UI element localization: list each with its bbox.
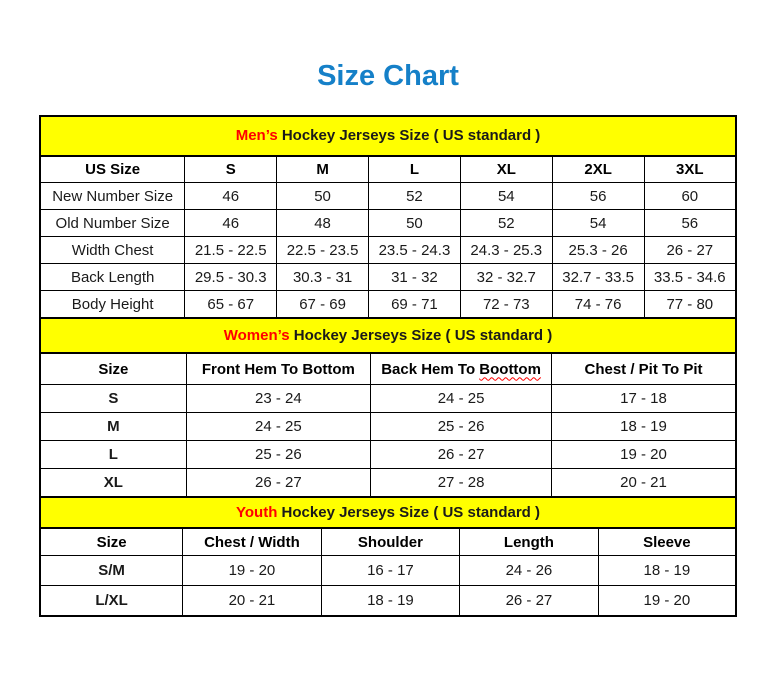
mens-cell-value: 50 bbox=[369, 210, 461, 237]
youth-header-row bbox=[40, 528, 736, 556]
mens-cell-value: 31 - 32 bbox=[369, 264, 461, 291]
youth-table-row bbox=[40, 586, 736, 616]
youth-cell-value: 24 - 26 bbox=[460, 556, 599, 586]
womens-size-table bbox=[39, 317, 737, 498]
youth-cell-value: 16 - 17 bbox=[321, 556, 460, 586]
youth-column-header: Length bbox=[460, 528, 599, 556]
youth-cell-value: 19 - 20 bbox=[598, 586, 736, 616]
mens-table-row bbox=[40, 291, 736, 318]
youth-banner bbox=[40, 497, 736, 528]
mens-cell-value: 32.7 - 33.5 bbox=[552, 264, 644, 291]
womens-row-label: M bbox=[40, 413, 186, 441]
youth-column-header: Chest / Width bbox=[183, 528, 322, 556]
mens-column-header: XL bbox=[460, 156, 552, 183]
mens-row-label: Width Chest bbox=[40, 237, 185, 264]
mens-row-label: Back Length bbox=[40, 264, 185, 291]
womens-banner-row bbox=[40, 318, 736, 353]
size-tables-container bbox=[39, 115, 737, 617]
youth-cell-value: 19 - 20 bbox=[183, 556, 322, 586]
womens-cell-value: 19 - 20 bbox=[552, 441, 736, 469]
womens-banner-rest: Hockey Jerseys Size ( US standard ) bbox=[289, 326, 553, 344]
mens-column-header: M bbox=[277, 156, 369, 183]
womens-column-header-prefix: Back Hem To bbox=[381, 360, 480, 378]
mens-column-header: L bbox=[369, 156, 461, 183]
youth-column-header: Shoulder bbox=[321, 528, 460, 556]
mens-cell-value: 46 bbox=[185, 210, 277, 237]
mens-cell-value: 56 bbox=[552, 183, 644, 210]
mens-cell-value: 26 - 27 bbox=[644, 237, 736, 264]
youth-table-row bbox=[40, 556, 736, 586]
womens-cell-value: 24 - 25 bbox=[186, 413, 370, 441]
youth-banner-highlight: Youth bbox=[236, 503, 278, 521]
mens-header-row bbox=[40, 156, 736, 183]
youth-cell-value: 18 - 19 bbox=[598, 556, 736, 586]
mens-row-label: Old Number Size bbox=[40, 210, 185, 237]
mens-table-row bbox=[40, 210, 736, 237]
mens-cell-value: 65 - 67 bbox=[185, 291, 277, 318]
mens-column-header: US Size bbox=[40, 156, 185, 183]
mens-cell-value: 33.5 - 34.6 bbox=[644, 264, 736, 291]
mens-cell-value: 32 - 32.7 bbox=[460, 264, 552, 291]
mens-cell-value: 67 - 69 bbox=[277, 291, 369, 318]
womens-cell-value: 25 - 26 bbox=[371, 413, 552, 441]
mens-cell-value: 24.3 - 25.3 bbox=[460, 237, 552, 264]
youth-cell-value: 26 - 27 bbox=[460, 586, 599, 616]
mens-column-header: 2XL bbox=[552, 156, 644, 183]
womens-header-row bbox=[40, 353, 736, 385]
mens-table-row bbox=[40, 237, 736, 264]
mens-column-header: S bbox=[185, 156, 277, 183]
mens-row-label: New Number Size bbox=[40, 183, 185, 210]
mens-cell-value: 52 bbox=[369, 183, 461, 210]
mens-cell-value: 54 bbox=[552, 210, 644, 237]
mens-table-row bbox=[40, 264, 736, 291]
mens-row-label: Body Height bbox=[40, 291, 185, 318]
womens-column-header: Front Hem To Bottom bbox=[186, 353, 370, 385]
mens-cell-value: 77 - 80 bbox=[644, 291, 736, 318]
youth-column-header: Size bbox=[40, 528, 183, 556]
mens-cell-value: 72 - 73 bbox=[460, 291, 552, 318]
mens-cell-value: 46 bbox=[185, 183, 277, 210]
mens-banner-rest: Hockey Jerseys Size ( US standard ) bbox=[277, 127, 541, 145]
mens-column-header: 3XL bbox=[644, 156, 736, 183]
youth-row-label: L/XL bbox=[40, 586, 183, 616]
mens-size-table bbox=[39, 115, 737, 319]
mens-cell-value: 29.5 - 30.3 bbox=[185, 264, 277, 291]
womens-column-header bbox=[371, 353, 552, 385]
misspelled-word: Boottom bbox=[479, 360, 541, 378]
mens-cell-value: 21.5 - 22.5 bbox=[185, 237, 277, 264]
mens-table-row bbox=[40, 183, 736, 210]
mens-cell-value: 54 bbox=[460, 183, 552, 210]
mens-cell-value: 50 bbox=[277, 183, 369, 210]
youth-column-header: Sleeve bbox=[598, 528, 736, 556]
mens-cell-value: 30.3 - 31 bbox=[277, 264, 369, 291]
womens-table-row bbox=[40, 441, 736, 469]
mens-banner bbox=[40, 116, 736, 156]
womens-column-header: Size bbox=[40, 353, 186, 385]
womens-cell-value: 26 - 27 bbox=[186, 469, 370, 497]
womens-row-label: XL bbox=[40, 469, 186, 497]
womens-cell-value: 26 - 27 bbox=[371, 441, 552, 469]
womens-table-row bbox=[40, 385, 736, 413]
womens-row-label: S bbox=[40, 385, 186, 413]
womens-cell-value: 25 - 26 bbox=[186, 441, 370, 469]
youth-size-table bbox=[39, 496, 737, 617]
youth-banner-row bbox=[40, 497, 736, 528]
womens-column-header: Chest / Pit To Pit bbox=[552, 353, 736, 385]
mens-cell-value: 52 bbox=[460, 210, 552, 237]
mens-cell-value: 48 bbox=[277, 210, 369, 237]
mens-cell-value: 25.3 - 26 bbox=[552, 237, 644, 264]
mens-cell-value: 69 - 71 bbox=[369, 291, 461, 318]
mens-cell-value: 22.5 - 23.5 bbox=[277, 237, 369, 264]
womens-cell-value: 23 - 24 bbox=[186, 385, 370, 413]
youth-banner-rest: Hockey Jerseys Size ( US standard ) bbox=[277, 503, 540, 521]
womens-cell-value: 20 - 21 bbox=[552, 469, 736, 497]
mens-banner-highlight: Men’s bbox=[235, 127, 278, 145]
womens-table-row bbox=[40, 413, 736, 441]
womens-cell-value: 17 - 18 bbox=[552, 385, 736, 413]
youth-cell-value: 18 - 19 bbox=[321, 586, 460, 616]
mens-cell-value: 23.5 - 24.3 bbox=[369, 237, 461, 264]
womens-cell-value: 18 - 19 bbox=[552, 413, 736, 441]
womens-row-label: L bbox=[40, 441, 186, 469]
mens-cell-value: 56 bbox=[644, 210, 736, 237]
mens-banner-row bbox=[40, 116, 736, 156]
page-title: Size Chart bbox=[317, 60, 459, 92]
womens-table-row bbox=[40, 469, 736, 497]
youth-row-label: S/M bbox=[40, 556, 183, 586]
mens-cell-value: 60 bbox=[644, 183, 736, 210]
mens-cell-value: 74 - 76 bbox=[552, 291, 644, 318]
youth-cell-value: 20 - 21 bbox=[183, 586, 322, 616]
womens-banner bbox=[40, 318, 736, 353]
womens-cell-value: 27 - 28 bbox=[371, 469, 552, 497]
womens-banner-highlight: Women’s bbox=[223, 326, 290, 344]
womens-cell-value: 24 - 25 bbox=[371, 385, 552, 413]
